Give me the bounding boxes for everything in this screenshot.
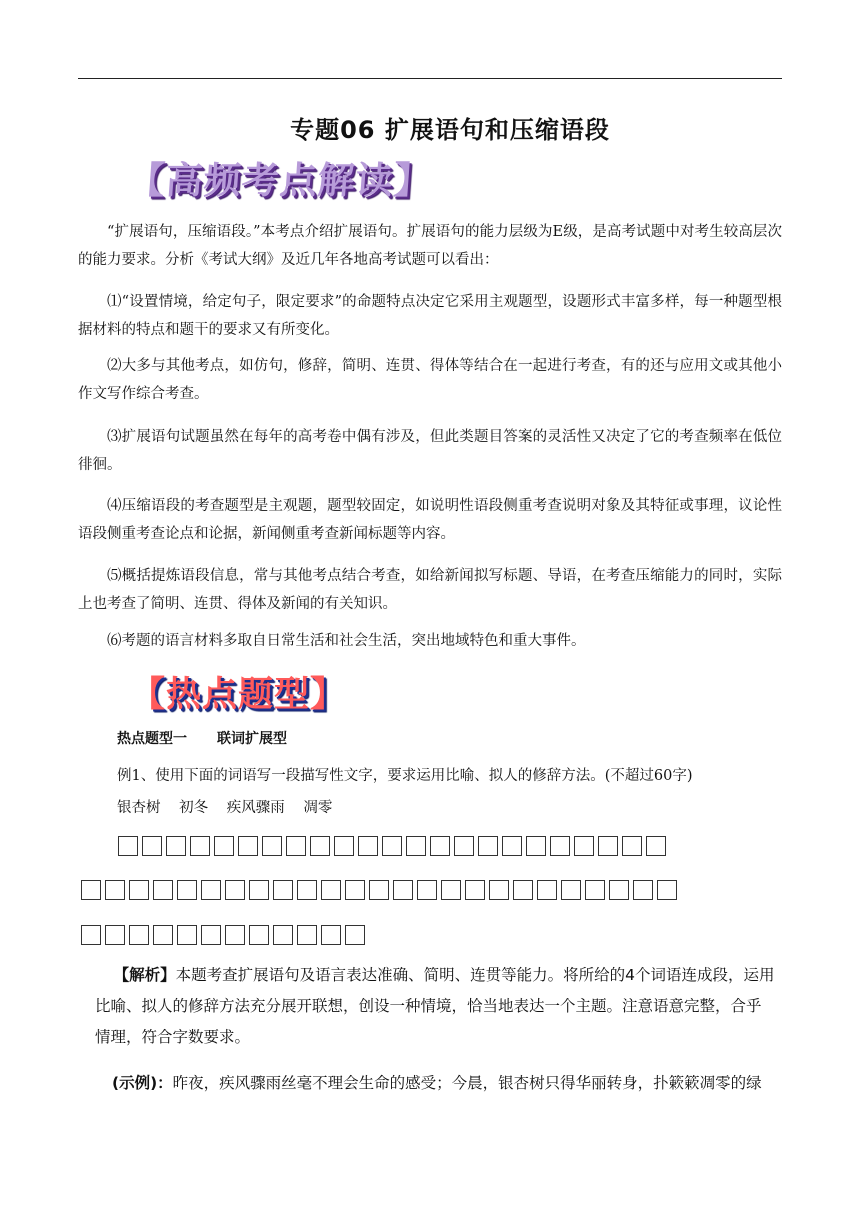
answer-grid-cell bbox=[225, 880, 245, 900]
example-word: 银杏树 bbox=[117, 800, 161, 816]
answer-grid-cell bbox=[201, 925, 221, 945]
answer-grid-cell bbox=[406, 836, 426, 856]
example-word: 初冬 bbox=[179, 800, 209, 816]
point-2-paragraph: ⑵大多与其他考点，如仿句，修辞，简明、连贯、得体等结合在一起进行考查，有的还与应用文或其他小作文写作综合考查。 bbox=[78, 358, 782, 402]
answer-grid-cell bbox=[129, 880, 149, 900]
answer-grid-cell bbox=[345, 880, 365, 900]
answer-grid-cell bbox=[513, 880, 533, 900]
answer-grid-cell bbox=[321, 880, 341, 900]
answer-grid-row-3 bbox=[81, 925, 365, 945]
answer-grid-cell bbox=[526, 836, 546, 856]
analysis-tag: 【解析】 bbox=[113, 966, 176, 984]
point-4-paragraph: ⑷压缩语段的考查题型是主观题，题型较固定，如说明性语段侧重考查说明对象及其特征或事理，议论性语段侧重考查论点和论据，新闻侧重考查新闻标题等内容。 bbox=[78, 498, 782, 542]
answer-grid-cell bbox=[646, 836, 666, 856]
answer-grid-cell bbox=[609, 880, 629, 900]
answer-grid-cell bbox=[574, 836, 594, 856]
point-5-paragraph: ⑸概括提炼语段信息，常与其他考点结合考查，如给新闻拟写标题、导语，在考查压缩能力的同时，实际上也考查了简明、连贯、得体及新闻的有关知识。 bbox=[78, 568, 782, 612]
answer-grid-cell bbox=[633, 880, 653, 900]
answer-grid-cell bbox=[105, 925, 125, 945]
answer-grid-cell bbox=[657, 880, 677, 900]
answer-grid-cell bbox=[321, 925, 341, 945]
answer-grid-cell bbox=[550, 836, 570, 856]
banner-high-frequency: 【高频考点解读】 bbox=[126, 159, 434, 202]
answer-grid-cell bbox=[297, 925, 317, 945]
banner-hot-types: 【热点题型】 bbox=[130, 675, 347, 715]
answer-grid-cell bbox=[273, 925, 293, 945]
answer-grid-cell bbox=[334, 836, 354, 856]
answer-grid-cell bbox=[81, 880, 101, 900]
answer-grid-cell bbox=[177, 880, 197, 900]
answer-grid-cell bbox=[430, 836, 450, 856]
answer-grid-cell bbox=[118, 836, 138, 856]
answer-grid-cell bbox=[393, 880, 413, 900]
answer-grid-cell bbox=[478, 836, 498, 856]
header-rule bbox=[78, 78, 782, 79]
answer-grid-row-2 bbox=[81, 880, 677, 900]
answer-grid-cell bbox=[142, 836, 162, 856]
point-3-paragraph: ⑶扩展语句试题虽然在每年的高考卷中偶有涉及，但此类题目答案的灵活性又决定了它的考查频率在低位徘徊。 bbox=[78, 429, 782, 473]
sample-tag: (示例)： bbox=[112, 1074, 173, 1092]
answer-grid-cell bbox=[537, 880, 557, 900]
answer-grid-cell bbox=[358, 836, 378, 856]
answer-grid-cell bbox=[262, 836, 282, 856]
answer-grid-cell bbox=[81, 925, 101, 945]
hot-type-name: 联词扩展型 bbox=[217, 731, 287, 747]
answer-grid-cell bbox=[286, 836, 306, 856]
answer-grid-cell bbox=[502, 836, 522, 856]
answer-grid-cell bbox=[238, 836, 258, 856]
answer-grid-cell bbox=[105, 880, 125, 900]
answer-grid-cell bbox=[382, 836, 402, 856]
example-word: 疾风骤雨 bbox=[226, 800, 285, 816]
answer-grid-cell bbox=[166, 836, 186, 856]
answer-grid-cell bbox=[561, 880, 581, 900]
sample-answer bbox=[112, 1068, 782, 1099]
answer-grid-cell bbox=[177, 925, 197, 945]
answer-grid-row-1 bbox=[118, 836, 666, 856]
answer-grid-cell bbox=[465, 880, 485, 900]
answer-grid-cell bbox=[454, 836, 474, 856]
answer-grid-cell bbox=[622, 836, 642, 856]
answer-grid-cell bbox=[585, 880, 605, 900]
answer-grid-cell bbox=[129, 925, 149, 945]
answer-grid-cell bbox=[249, 925, 269, 945]
answer-grid-cell bbox=[417, 880, 437, 900]
document-title: 专题06 扩展语句和压缩语段 bbox=[290, 116, 610, 144]
analysis-text: 本题考查扩展语句及语言表达准确、简明、连贯等能力。将所给的4个词语连成段，运用比喻、拟人的修辞方法充分展开联想，创设一种情境，恰当地表达一个主题。注意语意完整，合乎情理，符合字数要求。 bbox=[95, 966, 775, 1046]
answer-grid-cell bbox=[598, 836, 618, 856]
analysis-paragraph bbox=[95, 960, 775, 1053]
answer-grid-cell bbox=[310, 836, 330, 856]
example-prompt: 例1、使用下面的词语写一段描写性文字，要求运用比喻、拟人的修辞方法。(不超过60字) bbox=[117, 768, 693, 784]
point-1-paragraph: ⑴“设置情境，给定句子，限定要求”的命题特点决定它采用主观题型，设题形式丰富多样，每一种题型根据材料的特点和题干的要求又有所变化。 bbox=[78, 294, 782, 338]
answer-grid-cell bbox=[441, 880, 461, 900]
answer-grid-cell bbox=[369, 880, 389, 900]
hot-type-label: 热点题型一 bbox=[117, 731, 187, 747]
answer-grid-cell bbox=[489, 880, 509, 900]
answer-grid-cell bbox=[153, 880, 173, 900]
answer-grid-cell bbox=[249, 880, 269, 900]
example-word-list bbox=[117, 796, 346, 817]
sample-text: 昨夜，疾风骤雨丝毫不理会生命的感受；今晨，银杏树只得华丽转身，扑簌簌凋零的绿 bbox=[172, 1074, 762, 1092]
example-word: 凋零 bbox=[303, 800, 333, 816]
answer-grid-cell bbox=[214, 836, 234, 856]
answer-grid-cell bbox=[153, 925, 173, 945]
answer-grid-cell bbox=[201, 880, 221, 900]
answer-grid-cell bbox=[297, 880, 317, 900]
hot-type-heading bbox=[117, 728, 287, 748]
answer-grid-cell bbox=[190, 836, 210, 856]
intro-paragraph: “扩展语句，压缩语段。”本考点介绍扩展语句。扩展语句的能力层级为E级，是高考试题中对考生较高层次的能力要求。分析《考试大纲》及近几年各地高考试题可以看出： bbox=[78, 224, 782, 268]
answer-grid-cell bbox=[345, 925, 365, 945]
answer-grid-cell bbox=[225, 925, 245, 945]
answer-grid-cell bbox=[273, 880, 293, 900]
point-6-paragraph: ⑹考题的语言材料多取自日常生活和社会生活，突出地域特色和重大事件。 bbox=[107, 633, 586, 649]
